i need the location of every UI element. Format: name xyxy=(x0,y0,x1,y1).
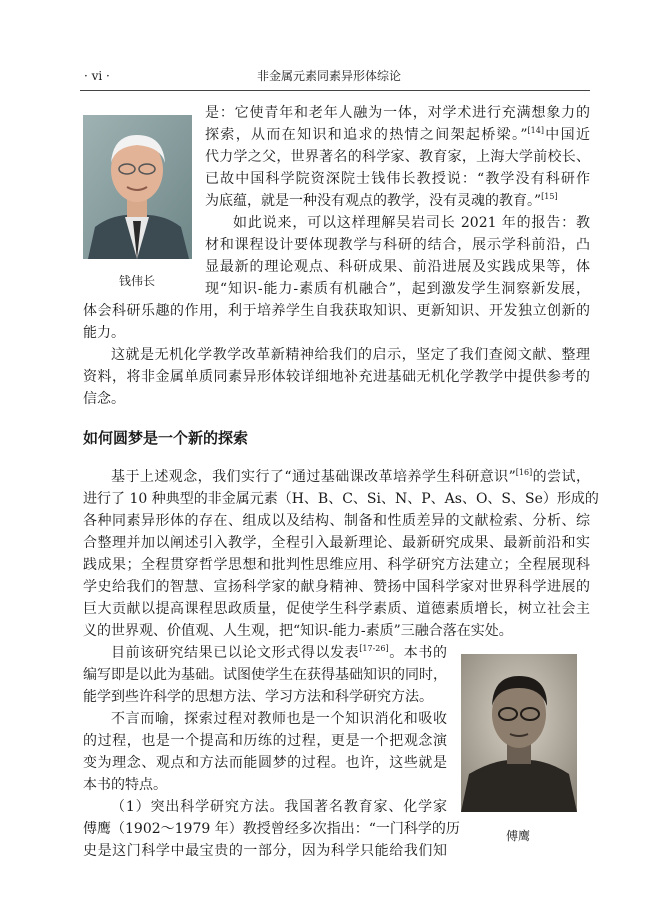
text-line xyxy=(205,278,590,300)
text-segment: 合整理并加以阐述引入教学，全程引入最新理论、最新研究成果、最新前沿和实 xyxy=(83,535,590,551)
text-segment: 资料，将非金属单质同素异形体较详细地补充进基础无机化学教学中提供参考的 xyxy=(83,369,590,385)
text-line xyxy=(111,708,447,730)
citation-reference: [16] xyxy=(515,468,533,477)
text-segment: 现“知识-能力-素质有机融合”，起到激发学生洞察新发展， xyxy=(205,281,590,297)
text-line xyxy=(205,190,590,212)
text-segment: 各种同素异形体的存在、组成以及结构、制备和性质差异的文献检索、分析、综 xyxy=(83,513,590,529)
text-segment: 不言而喻，探索过程对教师也是一个知识消化和吸收 xyxy=(111,711,447,727)
text-segment: 的过程，也是一个提高和历练的过程，更是一个把观念演 xyxy=(83,733,447,749)
text-segment: 。本书的 xyxy=(388,645,448,661)
text-line xyxy=(83,554,590,576)
text-segment: 代力学之父，世界著名的科学家、教育家，上海大学前校长、 xyxy=(205,149,590,165)
text-line xyxy=(83,510,590,532)
text-segment: 变为理念、观点和方法而能圆梦的过程。也许，这些就是 xyxy=(83,755,447,771)
citation-reference: [15] xyxy=(541,192,558,201)
text-segment: 傅鹰（1902～1979 年）教授曾经多次指出：“一门科学的历 xyxy=(83,821,460,837)
text-segment: 探索，从而在知识和追求的热情之间架起桥梁。” xyxy=(205,127,528,143)
text-line xyxy=(83,730,447,752)
text-segment: 本书的特点。 xyxy=(83,777,167,793)
text-line xyxy=(83,388,590,410)
text-line xyxy=(83,752,447,774)
text-line xyxy=(111,642,447,664)
text-line xyxy=(205,146,590,168)
text-line xyxy=(205,102,590,124)
text-line xyxy=(83,686,447,708)
text-line xyxy=(111,796,447,818)
text-line xyxy=(83,840,447,862)
text-segment: 体会科研乐趣的作用，利于培养学生自我获取知识、更新知识、开发独立创新的 xyxy=(83,303,590,319)
text-segment: 目前该研究结果已以论文形式得以发表 xyxy=(111,645,360,661)
text-segment: 的尝试， xyxy=(532,469,590,485)
text-segment: 践成果；全程贯穿哲学思想和批判性思维应用、科学研究方法建立；全程展现科 xyxy=(83,557,590,573)
text-line xyxy=(83,818,460,840)
text-line xyxy=(83,532,590,554)
text-line xyxy=(233,212,590,234)
text-segment: 进行了 10 种典型的非金属元素（H、B、C、Si、N、P、As、O、S、Se）形成的 xyxy=(83,491,599,507)
text-line xyxy=(83,664,447,686)
text-segment: 编写即是以此为基础。试图使学生在获得基础知识的同时， xyxy=(83,667,447,683)
portrait-photo-fu-ying xyxy=(461,654,577,812)
text-line xyxy=(83,322,590,344)
text-line xyxy=(205,168,590,190)
page-number: · vi · xyxy=(84,69,110,83)
citation-reference: [14] xyxy=(527,126,544,135)
header-rule xyxy=(80,90,590,91)
text-segment: （1）突出科学研究方法。我国著名教育家、化学家 xyxy=(111,799,447,815)
text-segment: 史是这门科学中最宝贵的一部分，因为科学只能给我们知 xyxy=(83,843,447,859)
text-line xyxy=(83,488,599,510)
figure-caption: 钱伟长 xyxy=(119,274,156,288)
text-segment: 能力。 xyxy=(83,325,125,341)
text-line xyxy=(205,256,590,278)
text-segment: 如此说来，可以这样理解吴岩司长 2021 年的报告：教 xyxy=(233,215,590,231)
running-title: 非金属元素同素异形体综论 xyxy=(256,69,401,83)
text-segment: 已故中国科学院资深院士钱伟长教授说：“教学没有科研作 xyxy=(205,171,590,187)
text-line xyxy=(83,774,447,796)
portrait-photo-qian-weichang xyxy=(83,115,192,259)
citation-reference: [17-26] xyxy=(359,644,389,653)
text-line xyxy=(83,576,590,598)
text-line xyxy=(83,366,590,388)
text-line xyxy=(205,124,590,146)
text-segment: 巨大贡献以提高课程思政质量，促使学生科学素质、道德素质增长，树立社会主 xyxy=(83,601,590,617)
text-segment: 学史给我们的智慧、宣扬科学家的献身精神、赞扬中国科学家对世界科学进展的 xyxy=(83,579,590,595)
text-segment: 能学到些许科学的思想方法、学习方法和科学研究方法。 xyxy=(83,689,433,705)
text-line xyxy=(111,466,590,488)
figure-caption: 傅鹰 xyxy=(506,829,531,843)
text-line xyxy=(83,598,590,620)
section-heading: 如何圆梦是一个新的探索 xyxy=(83,429,249,447)
text-segment: 是：它使青年和老年人融为一体，对学术进行充满想象力的 xyxy=(205,105,590,121)
text-segment: 显最新的理论观点、科研成果、前沿进展及实践成果等，体 xyxy=(205,259,590,275)
text-segment: 中国近 xyxy=(543,127,591,143)
text-segment: 为底蕴，就是一种没有观点的教学，没有灵魂的教育。” xyxy=(205,193,542,209)
text-segment: 这就是无机化学教学改革新精神给我们的启示，坚定了我们查阅文献、整理 xyxy=(111,347,590,363)
text-segment: 基于上述观念，我们实行了“通过基础课改革培养学生科研意识” xyxy=(111,469,516,485)
text-line xyxy=(205,234,590,256)
text-line xyxy=(111,344,590,366)
text-segment: 义的世界观、价值观、人生观，把“知识-能力-素质”三融合落在实处。 xyxy=(83,623,513,639)
text-segment: 材和课程设计要体现教学与科研的结合，展示学科前沿，凸 xyxy=(205,237,590,253)
text-line xyxy=(83,300,590,322)
text-segment: 信念。 xyxy=(83,391,125,407)
text-line xyxy=(83,620,590,642)
